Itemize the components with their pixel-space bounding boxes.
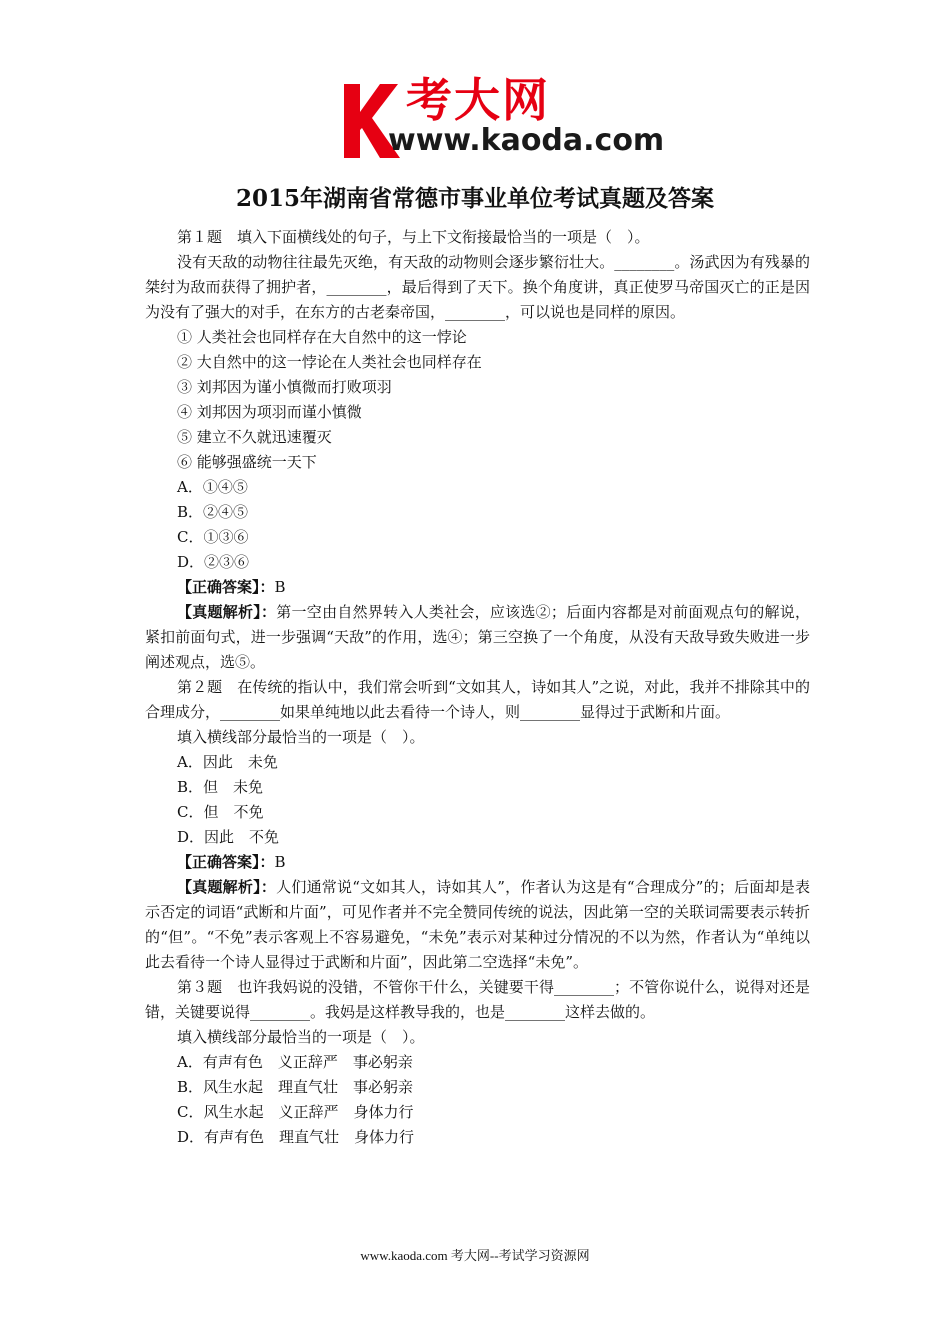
answer-label: 【正确答案】：: [177, 578, 275, 596]
logo-text-cn: 考大网: [406, 73, 550, 127]
answer-value: B: [274, 853, 286, 871]
q1-item: ② 大自然中的这一悖论在人类社会也同样存在: [177, 353, 482, 371]
answer-label: 【正确答案】：: [177, 853, 275, 871]
analysis-text: 人们通常说“文如其人，诗如其人”，作者认为这是有“合理成分”的；后面却是表示否定的词语“武断和片面”，可见作者并不完全赞同传统的说法，因此第一空的关联词需要表示转折的“但”。“不免”表示客观上不容易避免，“未免”表示对某种过分情况的不以为然，作者认为“单纯以此去看待一个诗人显得过于武断和片面”，因此第二空选择“未免”。: [145, 878, 810, 971]
q2-option: C．但 不免: [177, 803, 264, 821]
q3-prompt: 填入横线部分最恰当的一项是（ ）。: [177, 1028, 425, 1046]
q1-answer: [145, 575, 810, 600]
analysis-label: 【真题解析】：: [177, 603, 277, 621]
q2-head: 第２题 在传统的指认中，我们常会听到“文如其人，诗如其人”之说，对此，我并不排除其中的合理成分，________如果单纯地以此去看待一个诗人，则________显得过于武断和片面。: [145, 678, 810, 721]
q1-item: ⑤ 建立不久就迅速覆灭: [177, 428, 332, 446]
q2-option: A．因此 未免: [177, 753, 278, 771]
q1-option: D．②③⑥: [177, 553, 250, 571]
q2-prompt: 填入横线部分最恰当的一项是（ ）。: [177, 728, 425, 746]
q2-option: B．但 未免: [177, 778, 264, 796]
q3-option: A．有声有色 义正辞严 事必躬亲: [177, 1053, 413, 1071]
answer-value: B: [274, 578, 286, 596]
q2-answer: [145, 850, 810, 875]
q1-item: ④ 刘邦因为项羽而谨小慎微: [177, 403, 362, 421]
q2-analysis: [145, 875, 810, 975]
kaoda-logo: [340, 73, 665, 164]
q1-option: C．①③⑥: [177, 528, 249, 546]
q1-item: ③ 刘邦因为谨小慎微而打败项羽: [177, 378, 392, 396]
analysis-text: 第一空由自然界转入人类社会，应该选②；后面内容都是对前面观点句的解说，紧扣前面句式，进一步强调“天敌”的作用，选④；第三空换了一个角度，从没有天敌导致失败进一步阐述观点，选⑤。: [145, 603, 810, 671]
q1-body: 没有天敌的动物往往最先灭绝，有天敌的动物则会逐步繁衍壮大。________。汤武因为有残暴的桀纣为敌而获得了拥护者，________，最后得到了天下。换个角度讲，真正使罗马帝国灭亡的正是因为没有了强大的对手，在东方的古老秦帝国，________，可以说也是同样的原因。: [145, 253, 810, 321]
q1-item: ① 人类社会也同样存在大自然中的这一悖论: [177, 328, 467, 346]
page-title: 2015年湖南省常德市事业单位考试真题及答案: [235, 185, 714, 212]
q3-option: B．风生水起 理直气壮 事必躬亲: [177, 1078, 414, 1096]
q2-option: D．因此 不免: [177, 828, 280, 846]
q3-option: C．风生水起 义正辞严 身体力行: [177, 1103, 414, 1121]
analysis-label: 【真题解析】：: [177, 878, 277, 896]
q1-option: A．①④⑤: [177, 478, 248, 496]
q3-option: D．有声有色 理直气壮 身体力行: [177, 1128, 415, 1146]
q1-option: B．②④⑤: [177, 503, 249, 521]
logo-url: www.kaoda.com: [388, 123, 665, 158]
page-footer: www.kaoda.com 考大网--考试学习资源网: [360, 1248, 590, 1263]
q1-analysis: [145, 600, 810, 675]
q1-head: 第１题 填入下面横线处的句子，与上下文衔接最恰当的一项是（ ）。: [177, 228, 650, 246]
q1-item: ⑥ 能够强盛统一天下: [177, 453, 317, 471]
q3-head: 第３题 也许我妈说的没错，不管你干什么，关键要干得________；不管你说什么，说得对还是错，关键要说得________。我妈是这样教导我的，也是________这样去做的。: [145, 978, 810, 1021]
question-content: [145, 225, 810, 1150]
